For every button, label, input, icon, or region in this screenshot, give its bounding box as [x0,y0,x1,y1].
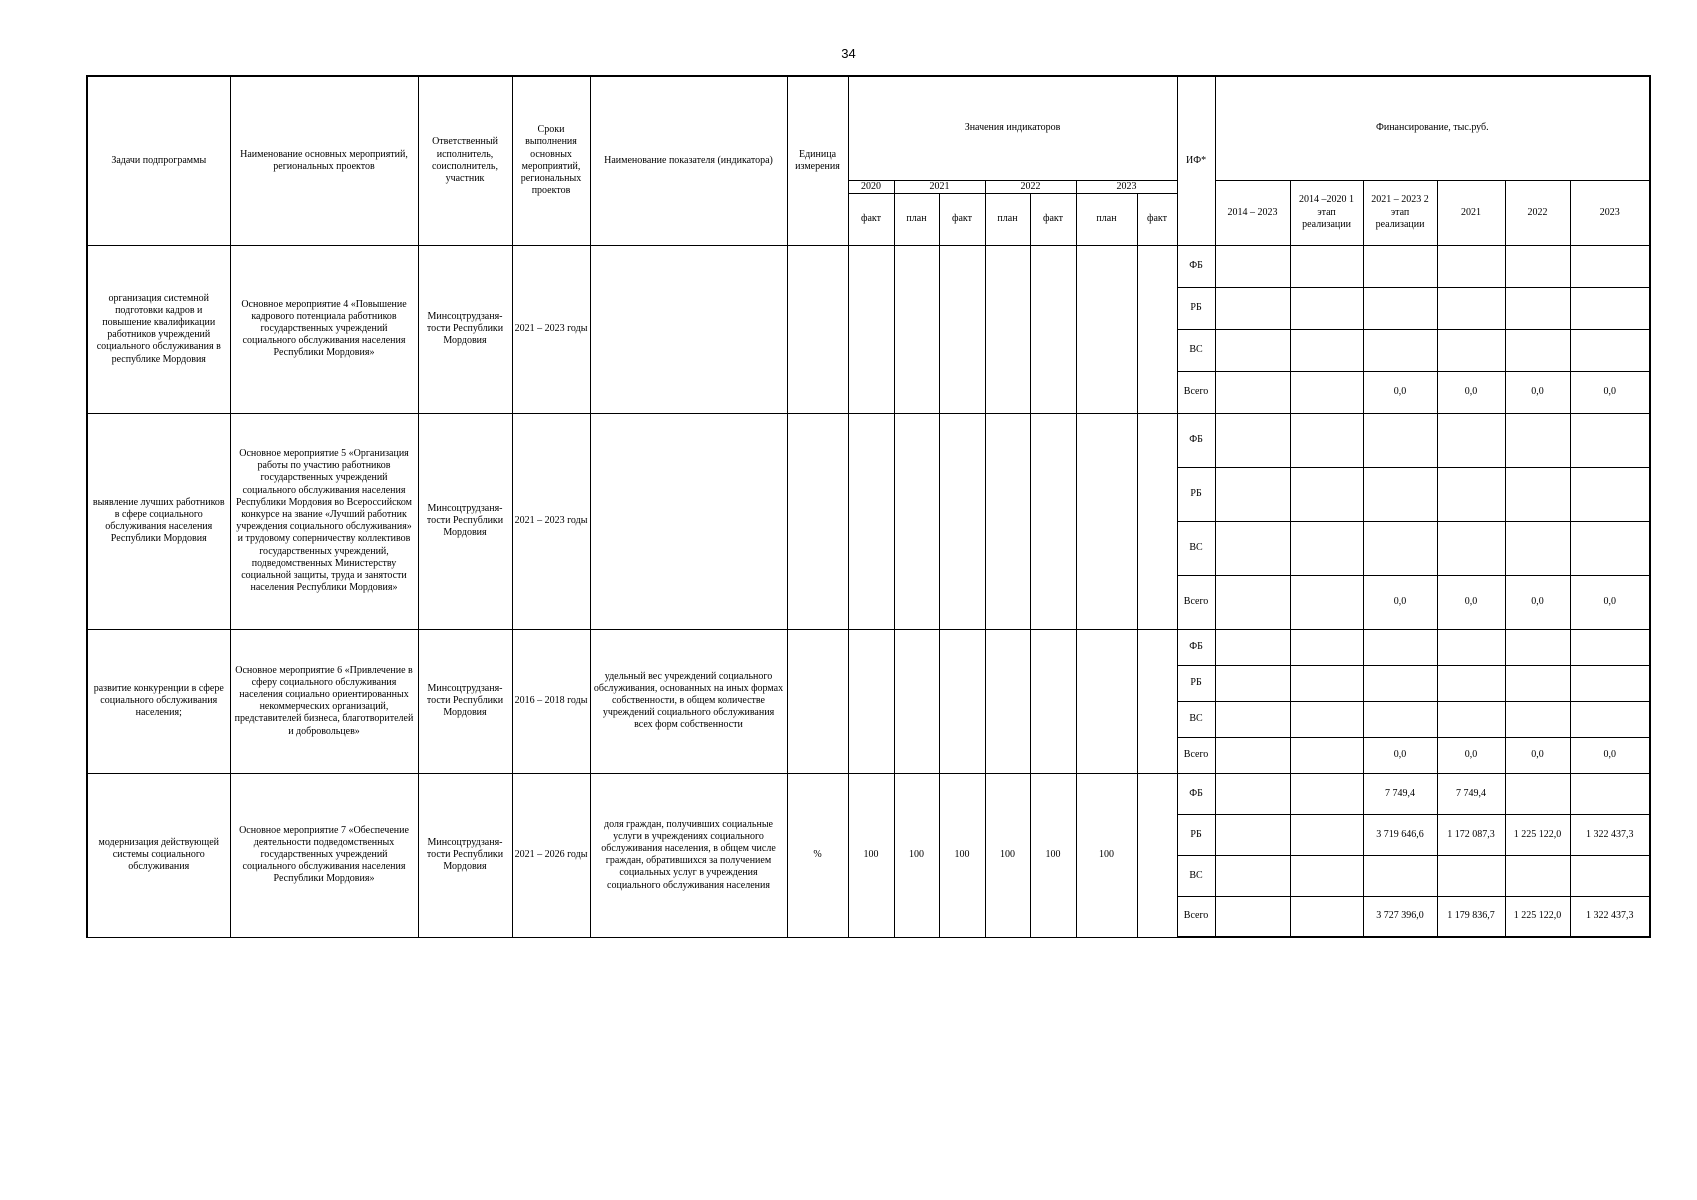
fin-source-label: РБ [1177,665,1215,701]
fin-cell [1215,701,1290,737]
fin-cell [1290,896,1363,937]
fin-source-label: ВС [1177,521,1215,575]
fin-cell [1215,371,1290,413]
header-indicator-values: Значения индикаторов [848,76,1177,180]
row-unit: % [787,773,848,937]
fin-source-label: ВС [1177,701,1215,737]
fin-cell [1437,521,1505,575]
row-executor: Минсоцтрудзаня-тости Республики Мордовия [418,629,512,773]
fin-cell: 1 322 437,3 [1570,814,1650,855]
fin-cell: 0,0 [1363,575,1437,629]
fin-source-label: ФБ [1177,773,1215,814]
fin-cell [1437,245,1505,287]
fin-cell [1570,773,1650,814]
row-indicator [590,245,787,413]
row-task: развитие конкуренции в сфере социального обслуживания населения; [87,629,230,773]
row-value [1030,629,1076,773]
row-measure: Основное мероприятие 5 «Организация работы по участию работников государственных учреждений социального обслуживания населения Республики Мордовия во Всероссийском конкурсе на звание «Лучший работник учреждения социального обслуживания» и трудовому соперничеству коллективов государственных учреждений, подведомственных Министерству социальной защиты, труда и занятости населения Республики Мордовия» [230,413,418,629]
row-term: 2021 – 2023 годы [512,413,590,629]
fin-cell [1290,287,1363,329]
row-value [985,413,1030,629]
row-value [1137,413,1177,629]
row-task: выявление лучших работников в сфере социального обслуживания населения Республики Мордовия [87,413,230,629]
fin-cell [1363,665,1437,701]
fin-cell [1570,665,1650,701]
fin-cell [1505,287,1570,329]
header-sub-col: факт [939,193,985,245]
fin-cell [1505,329,1570,371]
header-sub-col: факт [848,193,894,245]
fin-source-label: РБ [1177,467,1215,521]
row-value [985,629,1030,773]
fin-cell [1290,413,1363,467]
row-unit [787,245,848,413]
fin-cell [1215,467,1290,521]
fin-cell [1570,629,1650,665]
row-value: 100 [1030,773,1076,937]
fin-cell [1290,467,1363,521]
header-fin-col: 2014 – 2023 [1215,180,1290,245]
row-executor: Минсоцтрудзаня-тости Республики Мордовия [418,413,512,629]
fin-cell [1215,665,1290,701]
fin-cell: 0,0 [1437,575,1505,629]
row-value [848,413,894,629]
fin-cell [1215,737,1290,773]
header-fin-col: 2014 –2020 1 этап реализации [1290,180,1363,245]
fin-cell: 1 179 836,7 [1437,896,1505,937]
fin-cell [1437,701,1505,737]
row-value [1137,245,1177,413]
header-fin-col: 2023 [1570,180,1650,245]
fin-cell [1363,245,1437,287]
fin-cell [1437,413,1505,467]
fin-cell [1363,287,1437,329]
program-table [86,75,1651,938]
fin-cell: 0,0 [1570,371,1650,413]
fin-cell [1290,855,1363,896]
row-measure: Основное мероприятие 6 «Привлечение в сферу социального обслуживания населения социально ориентированных некоммерческих организаций, представителей бизнеса, благотворителей и добровольцев» [230,629,418,773]
header-sub-col: план [1076,193,1137,245]
fin-cell [1363,855,1437,896]
fin-cell [1363,467,1437,521]
row-unit [787,629,848,773]
row-value [894,629,939,773]
row-term: 2021 – 2026 годы [512,773,590,937]
fin-cell [1570,245,1650,287]
fin-cell: 0,0 [1437,737,1505,773]
header-fin-col: 2021 – 2023 2 этап реализации [1363,180,1437,245]
header-year-2020: 2020 [848,180,894,193]
fin-cell [1505,665,1570,701]
fin-source-label: Всего [1177,896,1215,937]
header-source: ИФ* [1177,76,1215,245]
fin-cell [1505,855,1570,896]
row-value [939,413,985,629]
row-indicator [590,413,787,629]
fin-cell: 0,0 [1505,575,1570,629]
fin-cell [1437,287,1505,329]
fin-cell [1215,287,1290,329]
fin-cell [1290,737,1363,773]
header-year-2023: 2023 [1076,180,1177,193]
fin-source-label: ВС [1177,855,1215,896]
page-number: 34 [841,46,856,61]
header-tasks: Задачи подпрограммы [87,76,230,245]
row-value: 100 [848,773,894,937]
fin-cell [1290,773,1363,814]
fin-cell [1570,521,1650,575]
fin-cell [1437,855,1505,896]
fin-cell [1215,413,1290,467]
row-value [1076,413,1137,629]
fin-cell [1215,814,1290,855]
fin-cell [1437,629,1505,665]
fin-cell [1570,855,1650,896]
fin-cell [1505,413,1570,467]
row-value: 100 [985,773,1030,937]
row-term: 2016 – 2018 годы [512,629,590,773]
fin-cell [1570,287,1650,329]
header-sub-col: план [985,193,1030,245]
fin-cell [1437,467,1505,521]
fin-source-label: РБ [1177,287,1215,329]
row-value [848,629,894,773]
fin-source-label: ВС [1177,329,1215,371]
fin-cell: 1 322 437,3 [1570,896,1650,937]
fin-cell [1215,329,1290,371]
fin-cell [1363,701,1437,737]
row-value [939,629,985,773]
fin-cell: 7 749,4 [1363,773,1437,814]
row-value [1030,245,1076,413]
fin-cell [1215,773,1290,814]
row-value [1076,245,1137,413]
fin-cell [1363,521,1437,575]
fin-cell [1505,521,1570,575]
header-fin-col: 2021 [1437,180,1505,245]
fin-cell: 3 727 396,0 [1363,896,1437,937]
fin-cell [1505,467,1570,521]
row-unit [787,413,848,629]
row-measure: Основное мероприятие 7 «Обеспечение деятельности подведомственных государственных учреждений социального обслуживания населения Республики Мордовия» [230,773,418,937]
row-value: 100 [894,773,939,937]
fin-cell: 0,0 [1570,737,1650,773]
fin-cell [1290,665,1363,701]
fin-cell: 3 719 646,6 [1363,814,1437,855]
row-value [894,413,939,629]
fin-cell [1290,245,1363,287]
fin-cell [1363,329,1437,371]
row-value: 100 [1076,773,1137,937]
fin-cell [1290,814,1363,855]
fin-cell [1505,629,1570,665]
row-executor: Минсоцтрудзаня-тости Республики Мордовия [418,245,512,413]
fin-cell [1570,701,1650,737]
fin-cell: 0,0 [1437,371,1505,413]
fin-source-label: ФБ [1177,245,1215,287]
fin-cell [1437,665,1505,701]
row-value [1137,773,1177,937]
fin-cell [1215,855,1290,896]
fin-source-label: Всего [1177,575,1215,629]
fin-cell [1437,329,1505,371]
fin-cell [1215,629,1290,665]
fin-cell [1505,773,1570,814]
fin-cell [1215,575,1290,629]
header-financing: Финансирование, тыс.руб. [1215,76,1650,180]
row-term: 2021 – 2023 годы [512,245,590,413]
fin-cell: 0,0 [1570,575,1650,629]
row-executor: Минсоцтрудзаня-тости Республики Мордовия [418,773,512,937]
fin-cell [1290,371,1363,413]
row-value [939,245,985,413]
row-value [848,245,894,413]
header-terms: Сроки выполнения основных мероприятий, региональных проектов [512,76,590,245]
header-year-2022: 2022 [985,180,1076,193]
fin-cell: 0,0 [1505,737,1570,773]
fin-source-label: Всего [1177,737,1215,773]
fin-cell: 0,0 [1363,737,1437,773]
row-indicator: доля граждан, получивших социальные услуги в учреждениях социального обслуживания населения, в общем числе граждан, обратившихся за получением социальных услуг в учреждения социального обслуживания населения [590,773,787,937]
fin-cell: 7 749,4 [1437,773,1505,814]
row-indicator: удельный вес учреждений социального обслуживания, основанных на иных формах собственности, в общем количестве учреждений социального обслуживания всех форм собственности [590,629,787,773]
fin-cell [1290,629,1363,665]
row-task: модернизация действующей системы социального обслуживания [87,773,230,937]
fin-cell [1505,701,1570,737]
fin-cell [1363,413,1437,467]
fin-cell [1215,896,1290,937]
fin-source-label: ФБ [1177,629,1215,665]
row-value [1076,629,1137,773]
header-fin-col: 2022 [1505,180,1570,245]
header-sub-col: факт [1030,193,1076,245]
fin-source-label: ФБ [1177,413,1215,467]
fin-cell [1215,245,1290,287]
fin-source-label: РБ [1177,814,1215,855]
row-value [985,245,1030,413]
fin-cell [1570,467,1650,521]
fin-cell [1215,521,1290,575]
fin-cell: 0,0 [1505,371,1570,413]
fin-cell: 1 225 122,0 [1505,814,1570,855]
row-value [894,245,939,413]
header-sub-col: факт [1137,193,1177,245]
fin-cell [1290,521,1363,575]
fin-cell [1290,575,1363,629]
header-sub-col: план [894,193,939,245]
header-unit: Единица измерения [787,76,848,245]
header-indicator-name: Наименование показателя (индикатора) [590,76,787,245]
row-value: 100 [939,773,985,937]
fin-cell [1570,329,1650,371]
fin-cell [1505,245,1570,287]
fin-source-label: Всего [1177,371,1215,413]
fin-cell [1290,329,1363,371]
fin-cell: 1 225 122,0 [1505,896,1570,937]
header-executor: Ответственный исполнитель, соисполнитель, участник [418,76,512,245]
fin-cell: 1 172 087,3 [1437,814,1505,855]
fin-cell [1290,701,1363,737]
header-year-2021: 2021 [894,180,985,193]
fin-cell [1363,629,1437,665]
fin-cell [1570,413,1650,467]
fin-cell: 0,0 [1363,371,1437,413]
row-task: организация системной подготовки кадров и повышение квалификации работников учреждений социального обслуживания в республике Мордовия [87,245,230,413]
row-value [1030,413,1076,629]
row-value [1137,629,1177,773]
header-measures: Наименование основных мероприятий, региональных проектов [230,76,418,245]
row-measure: Основное мероприятие 4 «Повышение кадрового потенциала работников государственных учреждений социального обслуживания населения Республики Мордовия» [230,245,418,413]
